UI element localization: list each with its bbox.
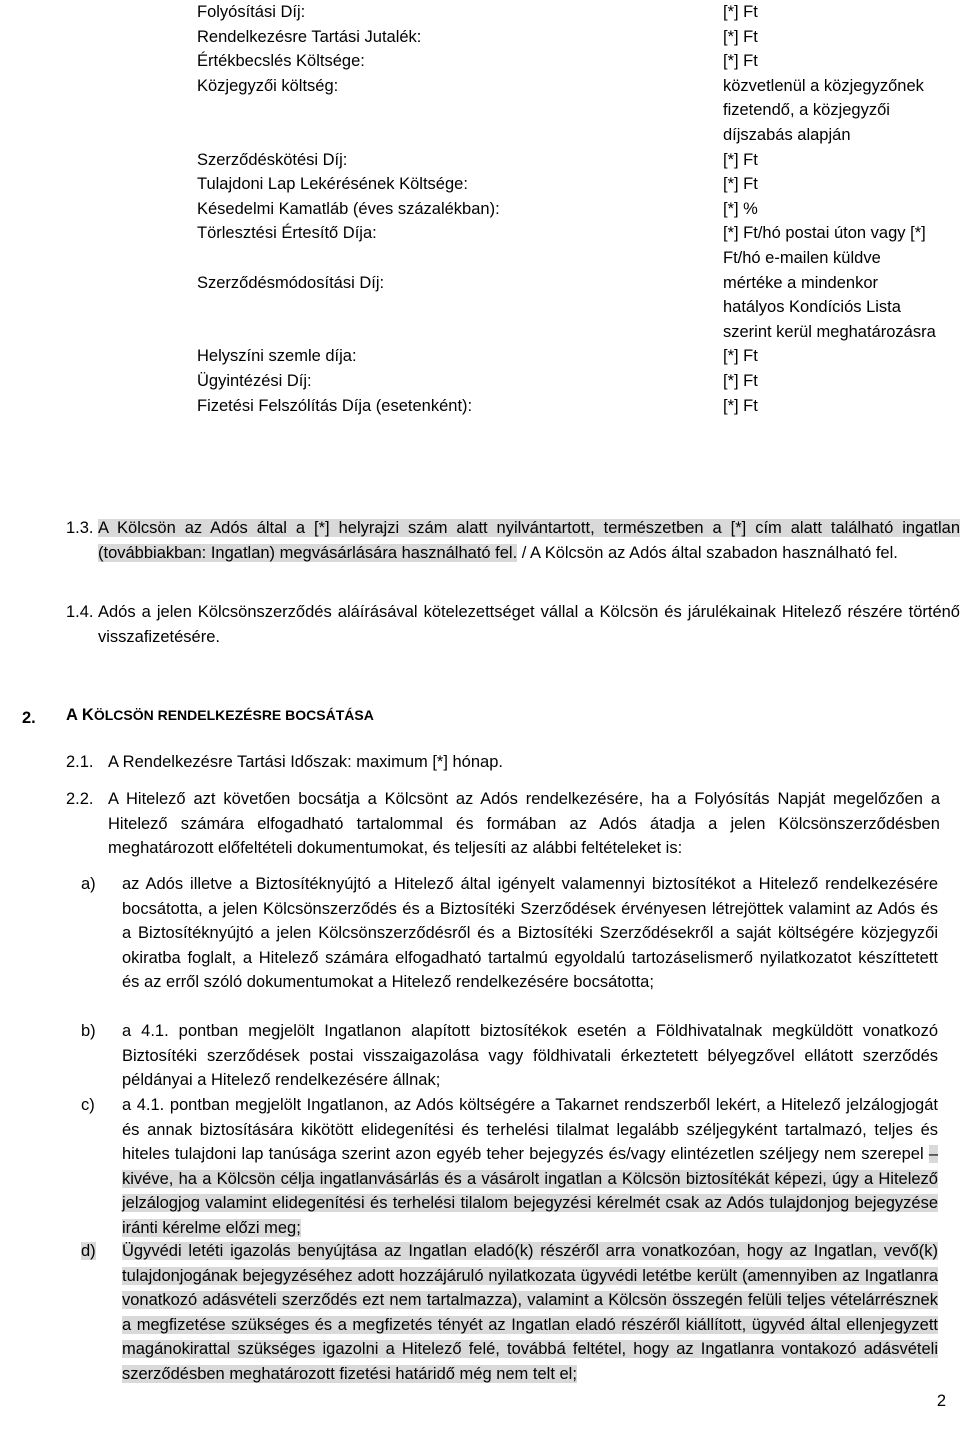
highlighted-text: d) bbox=[81, 1242, 96, 1260]
list-item-label: a) bbox=[81, 875, 96, 893]
fee-label: Tulajdoni Lap Lekérésének Költsége: bbox=[197, 175, 468, 194]
page-number: 2 bbox=[936, 1392, 946, 1410]
fee-value: [*] Ft/hó postai úton vagy [*] Ft/hó e-mailen küldve bbox=[723, 224, 926, 267]
fee-label: Szerződésmódosítási Díj: bbox=[197, 273, 385, 292]
fee-value: [*] Ft bbox=[723, 150, 758, 169]
fee-value: [*] Ft bbox=[723, 52, 758, 71]
section-title-start: A K bbox=[66, 706, 94, 724]
list-item-label: c) bbox=[81, 1096, 95, 1114]
paragraph-2-2: A Hitelező azt követően bocsátja a Kölcsönt az Adós rendelkezésére, ha a Folyósítás Napját megelőzően a Hitelező számára elfogadható tartalommal és formában az Adós átadja a jelen Kölcsönszerződésben meghatározott előfeltételi dokumentumokat, és teljesíti az alábbi feltételeket is: bbox=[108, 790, 940, 858]
fee-label: Folyósítási Díj: bbox=[197, 3, 306, 21]
fee-label: Fizetési Felszólítás Díja (esetenként): bbox=[197, 396, 473, 415]
fee-value: [*] Ft bbox=[723, 175, 758, 194]
fee-label: Értékbecslés Költsége: bbox=[197, 52, 365, 71]
fee-label: Szerződéskötési Díj: bbox=[197, 150, 348, 169]
highlighted-text: Ügyvédi letéti igazolás benyújtása az Ingatlan eladó(k) részéről arra vonatkozóan, hogy az Ingatlan, vevő(k) tulajdonjogának bejegyzéséhez adott hozzájáruló nyilatkozata ügyvédi letétbe került (amennyiben az Ingatlanra vonatkozó adásvételi szerződés ezt nem tartalmazza), valamint a Kölcsön összegén felüli teljes vételárrésznek a megfizetése szükséges és a megfizetés tényét az Ingatlan eladó részéről kiállított, ügyvéd által ellenjegyzett magánokirattal szükséges igazolni a Hitelező felé, továbbá feltétel, hogy az Ingatlanra vontakozó adásvételi szerződésben meghatározott fizetési határidő még nem telt el; bbox=[122, 1242, 938, 1383]
list-item-c bbox=[122, 1093, 938, 1241]
fee-table bbox=[197, 0, 937, 418]
fee-label: Helyszíni szemle díja: bbox=[197, 347, 357, 366]
fee-row bbox=[197, 0, 937, 25]
list-item-d bbox=[122, 1239, 938, 1387]
highlighted-text: – kivéve, ha a Kölcsön célja ingatlanvásárlás és a vásárolt ingatlan a Kölcsön biztosítékát képezi, úgy a Hitelező jelzálogjog valamint elidegenítési és terhelési tilalom bejegyzési kérelmét csak az Adós tulajdonjog bejegyzése iránti kérelme előzi meg; bbox=[122, 1145, 938, 1237]
fee-value: mértéke a mindenkor hatályos Kondíciós Lista szerint kerül meghatározásra bbox=[723, 273, 936, 341]
paragraph-number: 1.3. bbox=[66, 519, 94, 537]
paragraph-number: 1.4. bbox=[66, 603, 94, 621]
list-item-text: a 4.1. pontban megjelölt Ingatlanon, az Adós költségére a Takarnet rendszerből lekért, a Hitelező jelzálogjogát és annak biztosítására kikötött elidegenítési és terhelési tilalmat legalább széljegyként tartalmazó, teljes és hiteles tulajdoni lap tanúsága szerint azon egyéb teher bejegyzés és/vagy elintézetlen széljegy nem szerepel bbox=[122, 1096, 938, 1164]
fee-label: Közjegyzői költség: bbox=[197, 76, 339, 95]
fee-row bbox=[197, 394, 937, 419]
fee-label: Késedelmi Kamatláb (éves százalékban): bbox=[197, 199, 500, 218]
paragraph-text: / A Kölcsön az Adós által szabadon használható fel. bbox=[517, 543, 898, 562]
section-title-rest: ÖLCSÖN RENDELKEZÉSRE BOCSÁTÁSA bbox=[93, 707, 374, 723]
fee-row bbox=[197, 49, 937, 74]
section-number: 2. bbox=[22, 709, 36, 727]
paragraph-1-4: Adós a jelen Kölcsönszerződés aláírásával kötelezettséget vállal a Kölcsön és járulékainak Hitelező részére történő visszafizetésére. bbox=[98, 603, 960, 646]
list-item-label: b) bbox=[81, 1022, 96, 1040]
fee-value: [*] % bbox=[723, 199, 758, 218]
fee-value: [*] Ft bbox=[723, 3, 758, 21]
fee-value: [*] Ft bbox=[723, 27, 758, 46]
paragraph-number: 2.2. bbox=[66, 790, 94, 808]
fee-row bbox=[197, 271, 937, 345]
fee-label: Ügyintézési Díj: bbox=[197, 371, 312, 390]
fee-label: Törlesztési Értesítő Díja: bbox=[197, 224, 377, 243]
fee-row bbox=[197, 344, 937, 369]
fee-row bbox=[197, 197, 937, 222]
fee-row bbox=[197, 74, 937, 148]
fee-value: [*] Ft bbox=[723, 371, 758, 390]
fee-row bbox=[197, 25, 937, 50]
fee-row bbox=[197, 221, 937, 270]
paragraph-1-3 bbox=[98, 516, 960, 565]
fee-value: közvetlenül a közjegyzőnek fizetendő, a közjegyzői díjszabás alapján bbox=[723, 76, 924, 144]
fee-value: [*] Ft bbox=[723, 396, 758, 415]
paragraph-2-1: A Rendelkezésre Tartási Időszak: maximum [*] hónap. bbox=[108, 753, 503, 771]
fee-value: [*] Ft bbox=[723, 347, 758, 366]
list-item-a: az Adós illetve a Biztosítéknyújtó a Hitelező által igényelt valamennyi biztosítékot a Hitelező rendelkezésére bocsátotta, a jelen Kölcsönszerződés és a Biztosítéki Szerződések érvényesen létrejöttek valamint az Adós és a Biztosítéknyújtó a jelen Kölcsönszerződésről és a Biztosítéki Szerződésekről a saját költségére közjegyzői okiratba foglalt, a Hitelező számára elfogadható tartalmú egyoldalú tartozáselismerő nyilatkozatot készíttetett és az erről szóló dokumentumokat a Hitelező rendelkezésére bocsátotta; bbox=[122, 875, 938, 992]
fee-row bbox=[197, 148, 937, 173]
paragraph-number: 2.1. bbox=[66, 753, 94, 771]
fee-row bbox=[197, 172, 937, 197]
list-item-b: a 4.1. pontban megjelölt Ingatlanon alapított biztosítékok esetén a Földhivatalnak megküldött vonatkozó Biztosítéki szerződések postai visszaigazolása vagy földhivatali érkeztetett bélyegzővel ellátott szerződés példányai a Hitelező rendelkezésére állnak; bbox=[122, 1022, 938, 1090]
section-title bbox=[66, 706, 374, 725]
fee-label: Rendelkezésre Tartási Jutalék: bbox=[197, 27, 422, 46]
highlighted-text: A Kölcsön az Adós által a [*] helyrajzi szám alatt nyilvántartott, természetben a [*] cím alatt található ingatlan (továbbiakban: Ingatlan) megvásárlására használható fel. bbox=[98, 519, 960, 562]
fee-row bbox=[197, 369, 937, 394]
list-item-label bbox=[81, 1239, 96, 1264]
